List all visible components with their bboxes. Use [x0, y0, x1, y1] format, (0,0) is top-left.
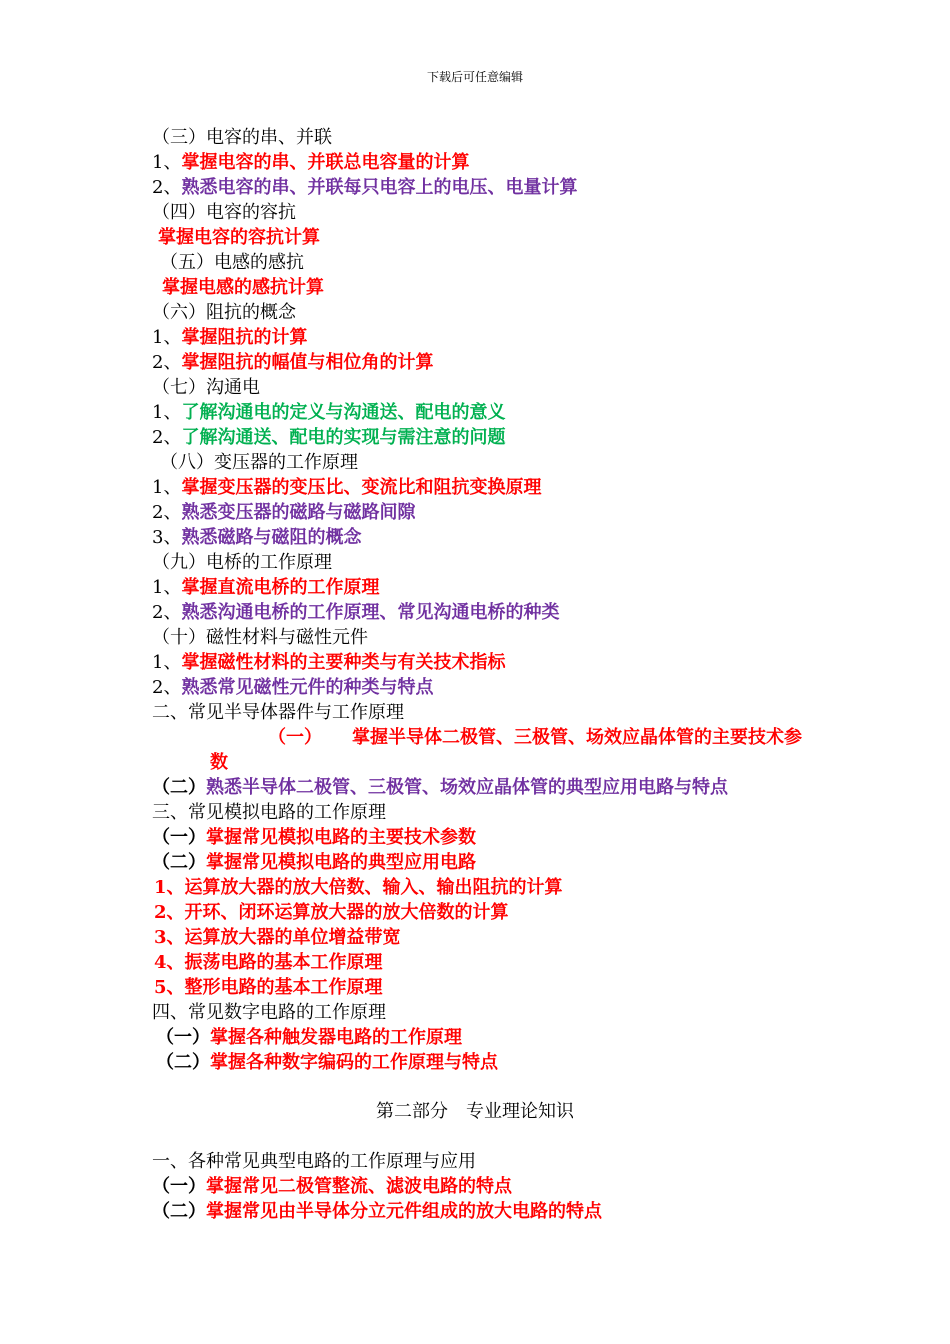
- item-line: [268, 725, 802, 750]
- item-line: （一）掌握各种触发器电路的工作原理: [156, 1027, 462, 1048]
- item-line: （二）熟悉半导体二极管、三极管、场效应晶体管的典型应用电路与特点: [152, 777, 728, 798]
- line-text: 掌握电容的容抗计算: [158, 227, 320, 248]
- section-heading: [152, 700, 404, 725]
- line-text: 掌握常见二极管整流、滤波电路的特点: [206, 1176, 512, 1197]
- line-text: 熟悉半导体二极管、三极管、场效应晶体管的典型应用电路与特点: [206, 777, 728, 798]
- line-text: 三、常见模拟电路的工作原理: [152, 802, 386, 823]
- line-text: 掌握直流电桥的工作原理: [181, 577, 380, 598]
- item-number: （一）: [268, 727, 322, 748]
- heading-line: [152, 625, 368, 650]
- item-line: [154, 900, 509, 925]
- line-text: 数: [210, 752, 228, 773]
- line-text: 5、整形电路的基本工作原理: [154, 977, 383, 998]
- item-line: 2、熟悉沟通电桥的工作原理、常见沟通电桥的种类: [152, 602, 560, 623]
- item-line: 1、了解沟通电的定义与沟通送、配电的意义: [152, 402, 506, 423]
- line-text: （八）变压器的工作原理: [160, 452, 358, 473]
- line-text: 掌握阻抗的幅值与相位角的计算: [181, 352, 434, 373]
- line-text: （九）电桥的工作原理: [152, 552, 332, 573]
- item-line: 2、掌握阻抗的幅值与相位角的计算: [152, 352, 434, 373]
- item-line: 1、掌握直流电桥的工作原理: [152, 577, 380, 598]
- heading-line: [160, 450, 358, 475]
- line-text: 掌握半导体二极管、三极管、场效应晶体管的主要技术参: [352, 727, 802, 748]
- line-text: 掌握电容的串、并联总电容量的计算: [181, 152, 470, 173]
- section-heading: [152, 1000, 386, 1025]
- item-line: （一）掌握常见模拟电路的主要技术参数: [152, 827, 476, 848]
- line-text: 熟悉电容的串、并联每只电容上的电压、电量计算: [181, 177, 578, 198]
- item-line: 2、了解沟通送、配电的实现与需注意的问题: [152, 427, 506, 448]
- item-line: 2、熟悉变压器的磁路与磁路间隙: [152, 502, 416, 523]
- item-line-continued: [210, 750, 228, 775]
- line-text: （六）阻抗的概念: [152, 302, 296, 323]
- item-line: 1、掌握变压器的变压比、变流比和阻抗变换原理: [152, 477, 542, 498]
- item-line: [154, 875, 563, 900]
- line-text: （四）电容的容抗: [152, 202, 296, 223]
- item-line: [154, 950, 383, 975]
- item-line: [158, 225, 320, 250]
- item-line: （二）掌握常见模拟电路的典型应用电路: [152, 852, 476, 873]
- heading-line: [160, 250, 304, 275]
- line-text: 掌握阻抗的计算: [181, 327, 308, 348]
- line-text: 四、常见数字电路的工作原理: [152, 1002, 386, 1023]
- line-text: 1、运算放大器的放大倍数、输入、输出阻抗的计算: [154, 877, 563, 898]
- line-text: 掌握常见模拟电路的典型应用电路: [206, 852, 476, 873]
- item-line: [154, 925, 401, 950]
- item-line: 1、掌握电容的串、并联总电容量的计算: [152, 152, 470, 173]
- item-line: [154, 975, 383, 1000]
- item-line: 2、熟悉电容的串、并联每只电容上的电压、电量计算: [152, 177, 578, 198]
- item-line: 3、熟悉磁路与磁阻的概念: [152, 527, 362, 548]
- line-text: （五）电感的感抗: [160, 252, 304, 273]
- line-text: 熟悉沟通电桥的工作原理、常见沟通电桥的种类: [181, 602, 560, 623]
- line-text: 二、常见半导体器件与工作原理: [152, 702, 404, 723]
- item-line: （一）掌握常见二极管整流、滤波电路的特点: [152, 1176, 512, 1197]
- item-line: （二）掌握常见由半导体分立元件组成的放大电路的特点: [152, 1201, 602, 1222]
- section-heading: [152, 800, 386, 825]
- line-text: 4、振荡电路的基本工作原理: [154, 952, 383, 973]
- item-line: 1、掌握阻抗的计算: [152, 327, 308, 348]
- item-line: [162, 275, 324, 300]
- line-text: 掌握常见模拟电路的主要技术参数: [206, 827, 476, 848]
- line-text: （七）沟通电: [152, 377, 260, 398]
- line-text: 掌握变压器的变压比、变流比和阻抗变换原理: [181, 477, 542, 498]
- heading-line: [152, 200, 296, 225]
- line-text: 熟悉磁路与磁阻的概念: [181, 527, 362, 548]
- line-text: 了解沟通电的定义与沟通送、配电的意义: [181, 402, 506, 423]
- line-text: 掌握电感的感抗计算: [162, 277, 324, 298]
- line-text: 掌握磁性材料的主要种类与有关技术指标: [181, 652, 506, 673]
- item-line: 1、掌握磁性材料的主要种类与有关技术指标: [152, 652, 506, 673]
- page-header: 下载后可任意编辑: [426, 70, 523, 84]
- line-text: 一、各种常见典型电路的工作原理与应用: [152, 1151, 476, 1172]
- part-title: 第二部分 专业理论知识: [376, 1101, 574, 1122]
- line-text: 掌握各种触发器电路的工作原理: [210, 1027, 462, 1048]
- heading-line: [152, 300, 296, 325]
- line-text: 了解沟通送、配电的实现与需注意的问题: [181, 427, 506, 448]
- line-text: （三）电容的串、并联: [152, 127, 332, 148]
- heading-line: [152, 375, 260, 400]
- line-text: 掌握各种数字编码的工作原理与特点: [210, 1052, 498, 1073]
- heading-line: [152, 550, 332, 575]
- item-line: （二）掌握各种数字编码的工作原理与特点: [156, 1052, 498, 1073]
- line-text: 熟悉常见磁性元件的种类与特点: [181, 677, 434, 698]
- line-text: （十）磁性材料与磁性元件: [152, 627, 368, 648]
- heading-line: [152, 125, 332, 150]
- line-text: 3、运算放大器的单位增益带宽: [154, 927, 401, 948]
- line-text: 掌握常见由半导体分立元件组成的放大电路的特点: [206, 1201, 602, 1222]
- line-text: 熟悉变压器的磁路与磁路间隙: [181, 502, 416, 523]
- section-heading: [152, 1149, 476, 1174]
- line-text: 2、开环、闭环运算放大器的放大倍数的计算: [154, 902, 509, 923]
- item-line: 2、熟悉常见磁性元件的种类与特点: [152, 677, 434, 698]
